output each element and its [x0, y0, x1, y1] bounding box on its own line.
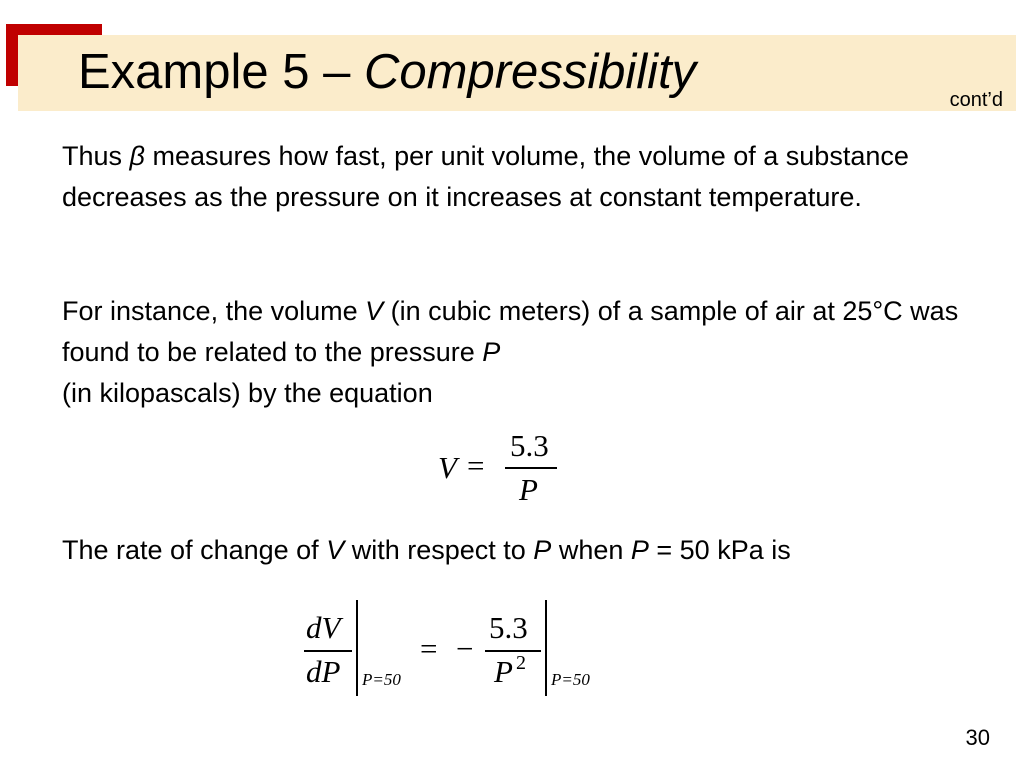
pressure-variable: P	[482, 337, 501, 367]
p3-text-3: when	[551, 535, 631, 565]
volume-variable: V	[365, 296, 384, 326]
equation-volume	[438, 430, 588, 510]
eq2-minus: −	[456, 631, 474, 666]
paragraph-volume-pressure	[62, 291, 992, 414]
eq1-fraction-bar	[505, 467, 557, 469]
eq2-lhs-numerator: dV	[306, 610, 341, 645]
eq1-numerator: 5.3	[510, 428, 549, 463]
continued-label: cont’d	[949, 89, 1003, 111]
eq2-equals: =	[420, 631, 438, 666]
p2-text-1: For instance, the volume	[62, 296, 366, 326]
p3-text-1: The rate of change of	[62, 535, 327, 565]
beta-symbol: β	[129, 141, 145, 171]
p3-text-2: with respect to	[344, 535, 534, 565]
volume-variable: V	[326, 535, 345, 565]
p1-text-1: Thus	[62, 141, 130, 171]
eq2-lhs-eval-bar	[356, 600, 358, 696]
equation-derivative	[300, 598, 620, 698]
paragraph-rate-of-change	[62, 530, 992, 571]
p1-text-2: measures how fast, per unit volume, the volume of a substance decreases as the pressure on it increases at constant temperature.	[62, 141, 909, 212]
eq2-rhs-fraction-bar	[485, 650, 541, 652]
title-emphasis: Compressibility	[364, 45, 697, 99]
p3-text-4: = 50 kPa is	[648, 535, 791, 565]
page-number: 30	[965, 725, 990, 750]
eq1-lhs: V	[438, 450, 457, 485]
eq2-lhs-fraction-bar	[304, 650, 352, 652]
pressure-variable: P	[630, 535, 649, 565]
eq2-rhs-eval-bar	[545, 600, 547, 696]
eq2-lhs-eval: P=50	[362, 670, 401, 689]
eq2-rhs-denominator: P	[494, 654, 513, 689]
slide-title	[78, 41, 696, 103]
p2-text-2: (in cubic meters) of a sample of air at 25°C was found to be related to the pressure	[62, 296, 959, 367]
eq1-denominator: P	[519, 472, 538, 507]
pressure-variable: P	[533, 535, 552, 565]
eq2-lhs-denominator: dP	[306, 654, 341, 689]
eq2-rhs-eval: P=50	[551, 670, 590, 689]
eq2-rhs-numerator: 5.3	[489, 610, 528, 645]
title-prefix: Example 5 –	[78, 45, 364, 99]
eq1-equals: =	[467, 448, 485, 483]
p2-text-3: (in kilopascals) by the equation	[62, 378, 433, 408]
eq2-rhs-exponent: 2	[516, 652, 526, 674]
paragraph-beta-definition	[62, 136, 992, 218]
